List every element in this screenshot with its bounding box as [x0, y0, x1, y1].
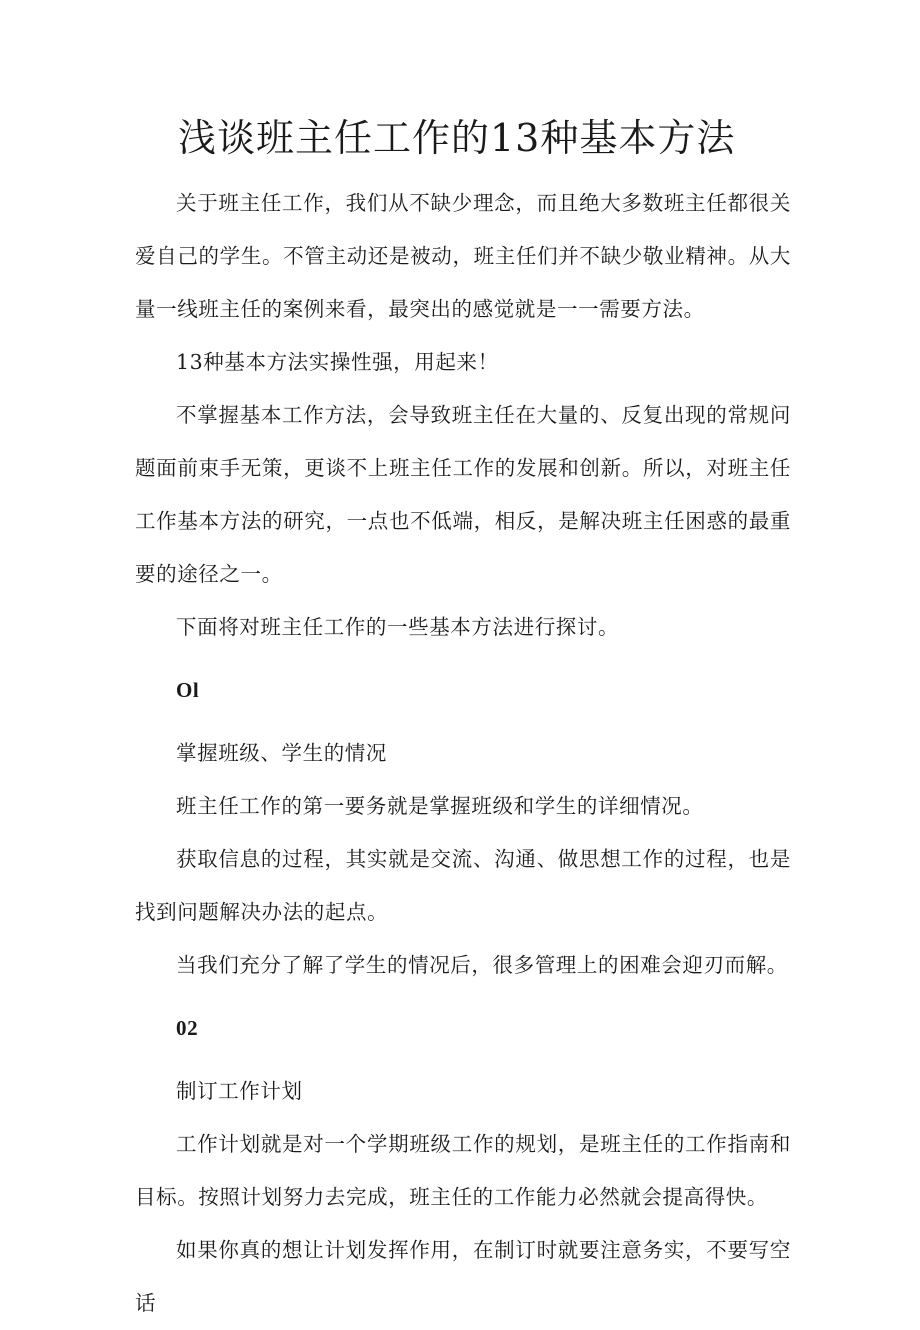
- section-1-paragraph-3: 当我们充分了解了学生的情况后，很多管理上的困难会迎刃而解。: [176, 953, 788, 977]
- intro-paragraph-4: 下面将对班主任工作的一些基本方法进行探讨。: [176, 615, 620, 639]
- section-heading-1: 掌握班级、学生的情况: [176, 741, 387, 765]
- section-1-paragraph-2: 获取信息的过程，其实就是交流、沟通、做思想工作的过程，也是找到问题解决办法的起点。: [135, 847, 791, 924]
- section-2-paragraph-1: 工作计划就是对一个学期班级工作的规划，是班主任的工作指南和目标。按照计划努力去完成，班主任的工作能力必然就会提高得快。: [135, 1132, 791, 1209]
- section-1-paragraph-1: 班主任工作的第一要务就是掌握班级和学生的详细情况。: [176, 794, 704, 818]
- document-body: [135, 177, 791, 1330]
- document-title: 浅谈班主任工作的13种基本方法: [178, 116, 736, 160]
- section-heading-2: 制订工作计划: [176, 1079, 303, 1103]
- section-2-paragraph-2: 如果你真的想让计划发挥作用，在制订时就要注意务实，不要写空话: [135, 1238, 791, 1315]
- section-number-2: 02: [176, 1016, 199, 1040]
- intro-paragraph-2: 13种基本方法实操性强，用起来！: [176, 350, 499, 374]
- intro-paragraph-3: 不掌握基本工作方法，会导致班主任在大量的、反复出现的常规问题面前束手无策，更谈不上班主任工作的发展和创新。所以，对班主任工作基本方法的研究，一点也不低端，相反，是解决班主任困惑的最重要的途径之一。: [135, 403, 791, 586]
- section-number-1: Ol: [176, 678, 200, 702]
- intro-paragraph-1: 关于班主任工作，我们从不缺少理念，而且绝大多数班主任都很关爱自己的学生。不管主动还是被动，班主任们并不缺少敬业精神。从大量一线班主任的案例来看，最突出的感觉就是一一需要方法。: [135, 191, 791, 321]
